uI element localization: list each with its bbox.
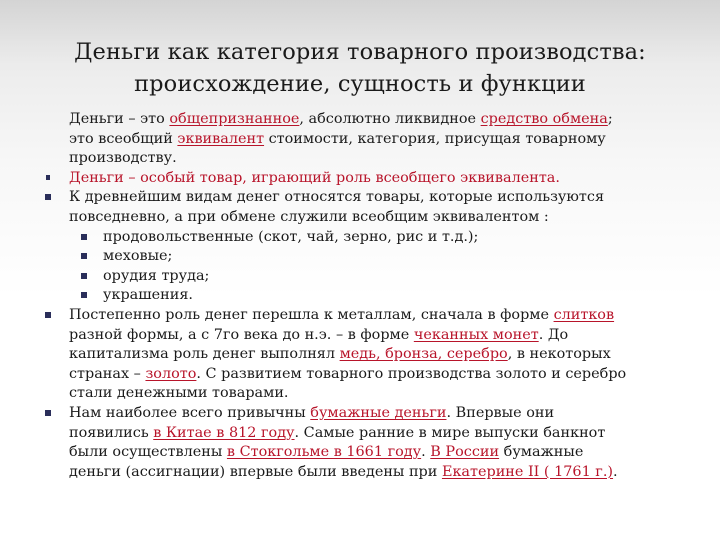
list-item: орудия труда; — [69, 267, 709, 287]
term-catherine-ii: Екатерине II ( 1761 г.) — [441, 463, 614, 480]
term-paper-money: бумажные деньги — [310, 404, 447, 421]
paragraph-special-commodity: Деньги – особый товар, играющий роль всеобщего эквивалента. — [69, 169, 709, 189]
term-equivalent: эквивалент — [177, 130, 265, 147]
paragraph-metals: Постепенно роль денег перешла к металлам, сначала в форме слитков разной формы, а с 7го века до н.э. – в форме чеканных монет. До капитализма роль денег выполнял медь, бронза, серебро, в некоторых странах – золото. С развитием товарного производства золото и серебро стали денежными товарами. — [69, 306, 709, 404]
list-item: украшения. — [69, 286, 709, 306]
slide-body — [69, 110, 709, 482]
term-ingots: слитков — [553, 306, 615, 323]
term-minted-coins: чеканных монет — [413, 326, 539, 343]
bullet-icon — [81, 234, 87, 240]
term-generally-accepted: общепризнанное — [169, 111, 300, 127]
list-item: продовольственные (скот, чай, зерно, рис и т.д.); — [69, 228, 709, 248]
title-line-1: Деньги как категория товарного производства: — [74, 39, 646, 65]
title-line-2: происхождение, сущность и функции — [134, 71, 586, 97]
bullet-icon — [45, 312, 51, 318]
list-item: меховые; — [69, 247, 709, 267]
term-means-of-exchange: средство обмена — [480, 111, 608, 127]
term-gold: золото — [145, 365, 197, 382]
paragraph-definition: Деньги – это общепризнанное, абсолютно ликвидное средство обмена; это всеобщий эквивалент стоимости, категория, присущая товарному производству. — [69, 111, 613, 167]
term-metals: медь, бронза, серебро — [339, 346, 508, 363]
term-in-russia: В России — [430, 444, 500, 461]
bullet-icon — [46, 175, 50, 180]
bullet-icon — [45, 410, 51, 416]
bullet-icon — [81, 253, 87, 259]
bullet-icon — [81, 292, 87, 298]
term-stockholm-1661: в Стокгольме в 1661 году — [226, 444, 422, 461]
paragraph-ancient-money: К древнейшим видам денег относятся товары, которые используются повседневно, а при обмене служили всеобщим эквивалентом : — [69, 188, 709, 227]
slide-title — [40, 36, 680, 100]
bullet-icon — [45, 194, 51, 200]
term-china-812: в Китае в 812 году — [153, 424, 295, 441]
bullet-icon — [81, 273, 87, 279]
paragraph-paper-money: Нам наиболее всего привычны бумажные деньги. Впервые они появились в Китае в 812 году. Самые ранние в мире выпуски банкнот были осуществлены в Стокгольме в 1661 году. В России бумажные деньги (ассигнации) впервые были введены при Екатерине II ( 1761 г.). — [69, 404, 709, 482]
